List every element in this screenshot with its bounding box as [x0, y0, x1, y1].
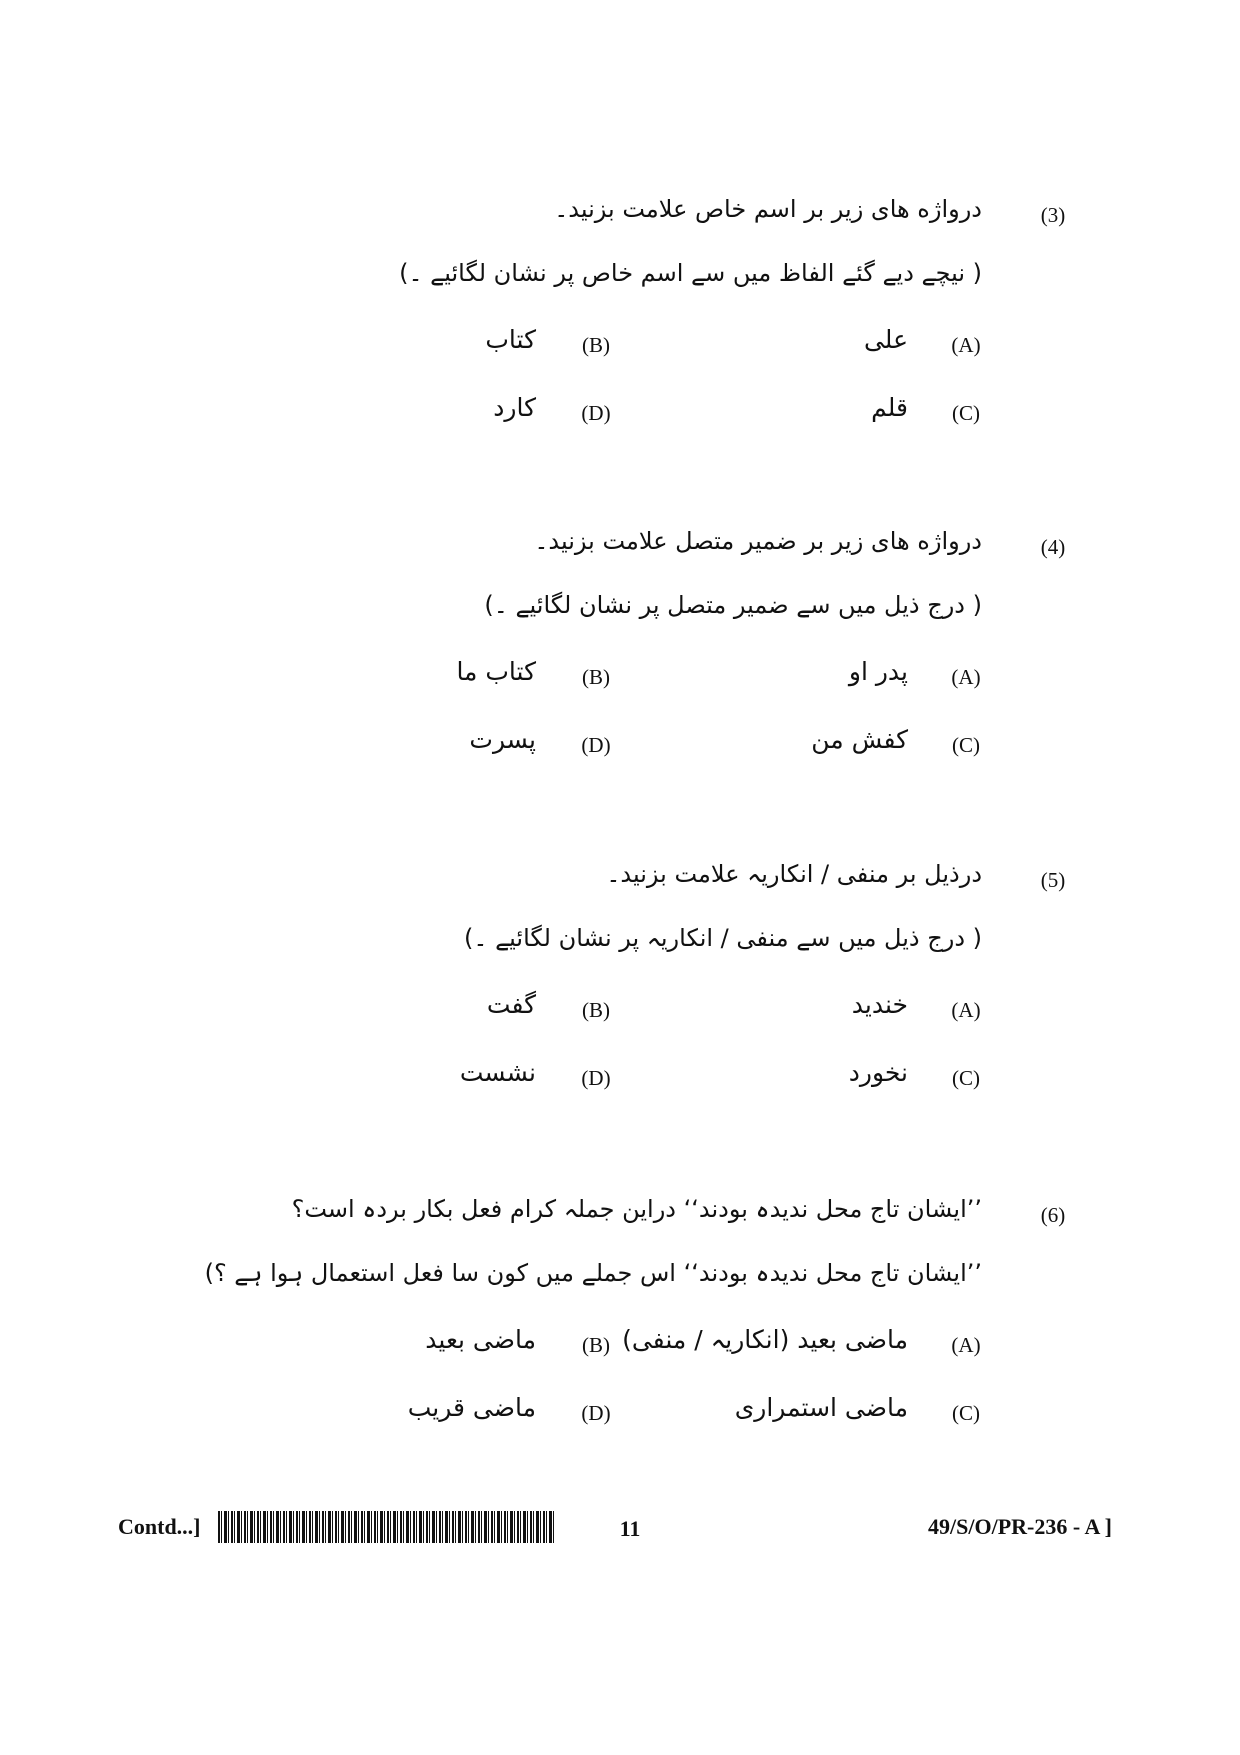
option-b-text[interactable]: کتاب — [485, 325, 536, 354]
option-d-letter: (D) — [581, 733, 611, 757]
question-number: (6) — [1040, 1203, 1066, 1227]
option-a-letter: (A) — [951, 1333, 981, 1357]
option-a-letter: (A) — [951, 665, 981, 689]
page-footer — [0, 1508, 1240, 1548]
option-c-text[interactable]: کفش من — [811, 725, 908, 754]
option-c-text[interactable]: نخورد — [848, 1058, 908, 1087]
option-a-text[interactable]: ماضی بعید (انکاریہ / منفی) — [622, 1325, 908, 1354]
option-c-letter: (C) — [952, 1066, 980, 1090]
option-b-text[interactable]: گفت — [486, 990, 536, 1019]
option-a-letter: (A) — [951, 998, 981, 1022]
barcode — [218, 1511, 556, 1543]
option-c-text[interactable]: ماضی استمراری — [734, 1393, 908, 1422]
option-d-letter: (D) — [581, 1066, 611, 1090]
contd-label: Contd...] — [118, 1514, 201, 1539]
option-b-letter: (B) — [582, 1333, 610, 1357]
option-a-text[interactable]: خندید — [851, 990, 908, 1019]
paper-code: 49/S/O/PR-236 - A ] — [928, 1514, 1112, 1539]
option-a-text[interactable]: پدر او — [848, 657, 908, 686]
question-text-persian: درذیل بر منفی / انکاریہ علامت بزنید۔ — [606, 860, 982, 888]
option-c-letter: (C) — [952, 1401, 980, 1425]
question-text-urdu: ( درج ذیل میں سے منفی / انکاریہ پر نشان لگائیے ۔) — [464, 924, 982, 952]
question-text-persian: درواژه های زیر بر ضمیر متصل علامت بزنید۔ — [534, 527, 982, 555]
option-d-text[interactable]: نشست — [459, 1058, 536, 1087]
question-text-persian: درواژه های زیر بر اسم خاص علامت بزنید۔ — [554, 195, 982, 223]
option-a-text[interactable]: علی — [863, 325, 908, 354]
question-number: (5) — [1040, 868, 1066, 892]
option-a-letter: (A) — [951, 333, 981, 357]
option-b-letter: (B) — [582, 998, 610, 1022]
question-number: (3) — [1040, 203, 1066, 227]
question-text-persian: ’’ایشان تاج محل ندیدہ بودند‘‘ دراین جملہ کرام فعل بکار بردہ است؟ — [291, 1195, 982, 1223]
option-b-text[interactable]: کتاب ما — [456, 657, 536, 686]
option-b-letter: (B) — [582, 333, 610, 357]
option-c-text[interactable]: قلم — [871, 393, 908, 422]
option-d-text[interactable]: ماضی قریب — [407, 1393, 536, 1422]
option-b-text[interactable]: ماضی بعید — [425, 1325, 536, 1354]
option-c-letter: (C) — [952, 733, 980, 757]
option-d-letter: (D) — [581, 1401, 611, 1425]
page-number: 11 — [619, 1516, 641, 1541]
option-b-letter: (B) — [582, 665, 610, 689]
question-text-urdu: ( نیچے دیے گئے الفاظ میں سے اسم خاص پر نشان لگائیے ۔) — [399, 259, 982, 287]
option-c-letter: (C) — [952, 401, 980, 425]
option-d-text[interactable]: پسرت — [469, 725, 536, 754]
question-text-urdu: ’’ایشان تاج محل ندیدہ بودند‘‘ اس جملے میں کون سا فعل استعمال ہوا ہے ؟) — [204, 1259, 982, 1287]
question-text-urdu: ( درج ذیل میں سے ضمیر متصل پر نشان لگائیے ۔) — [484, 591, 982, 619]
option-d-text[interactable]: کارد — [493, 393, 536, 422]
option-d-letter: (D) — [581, 401, 611, 425]
question-number: (4) — [1040, 535, 1066, 559]
